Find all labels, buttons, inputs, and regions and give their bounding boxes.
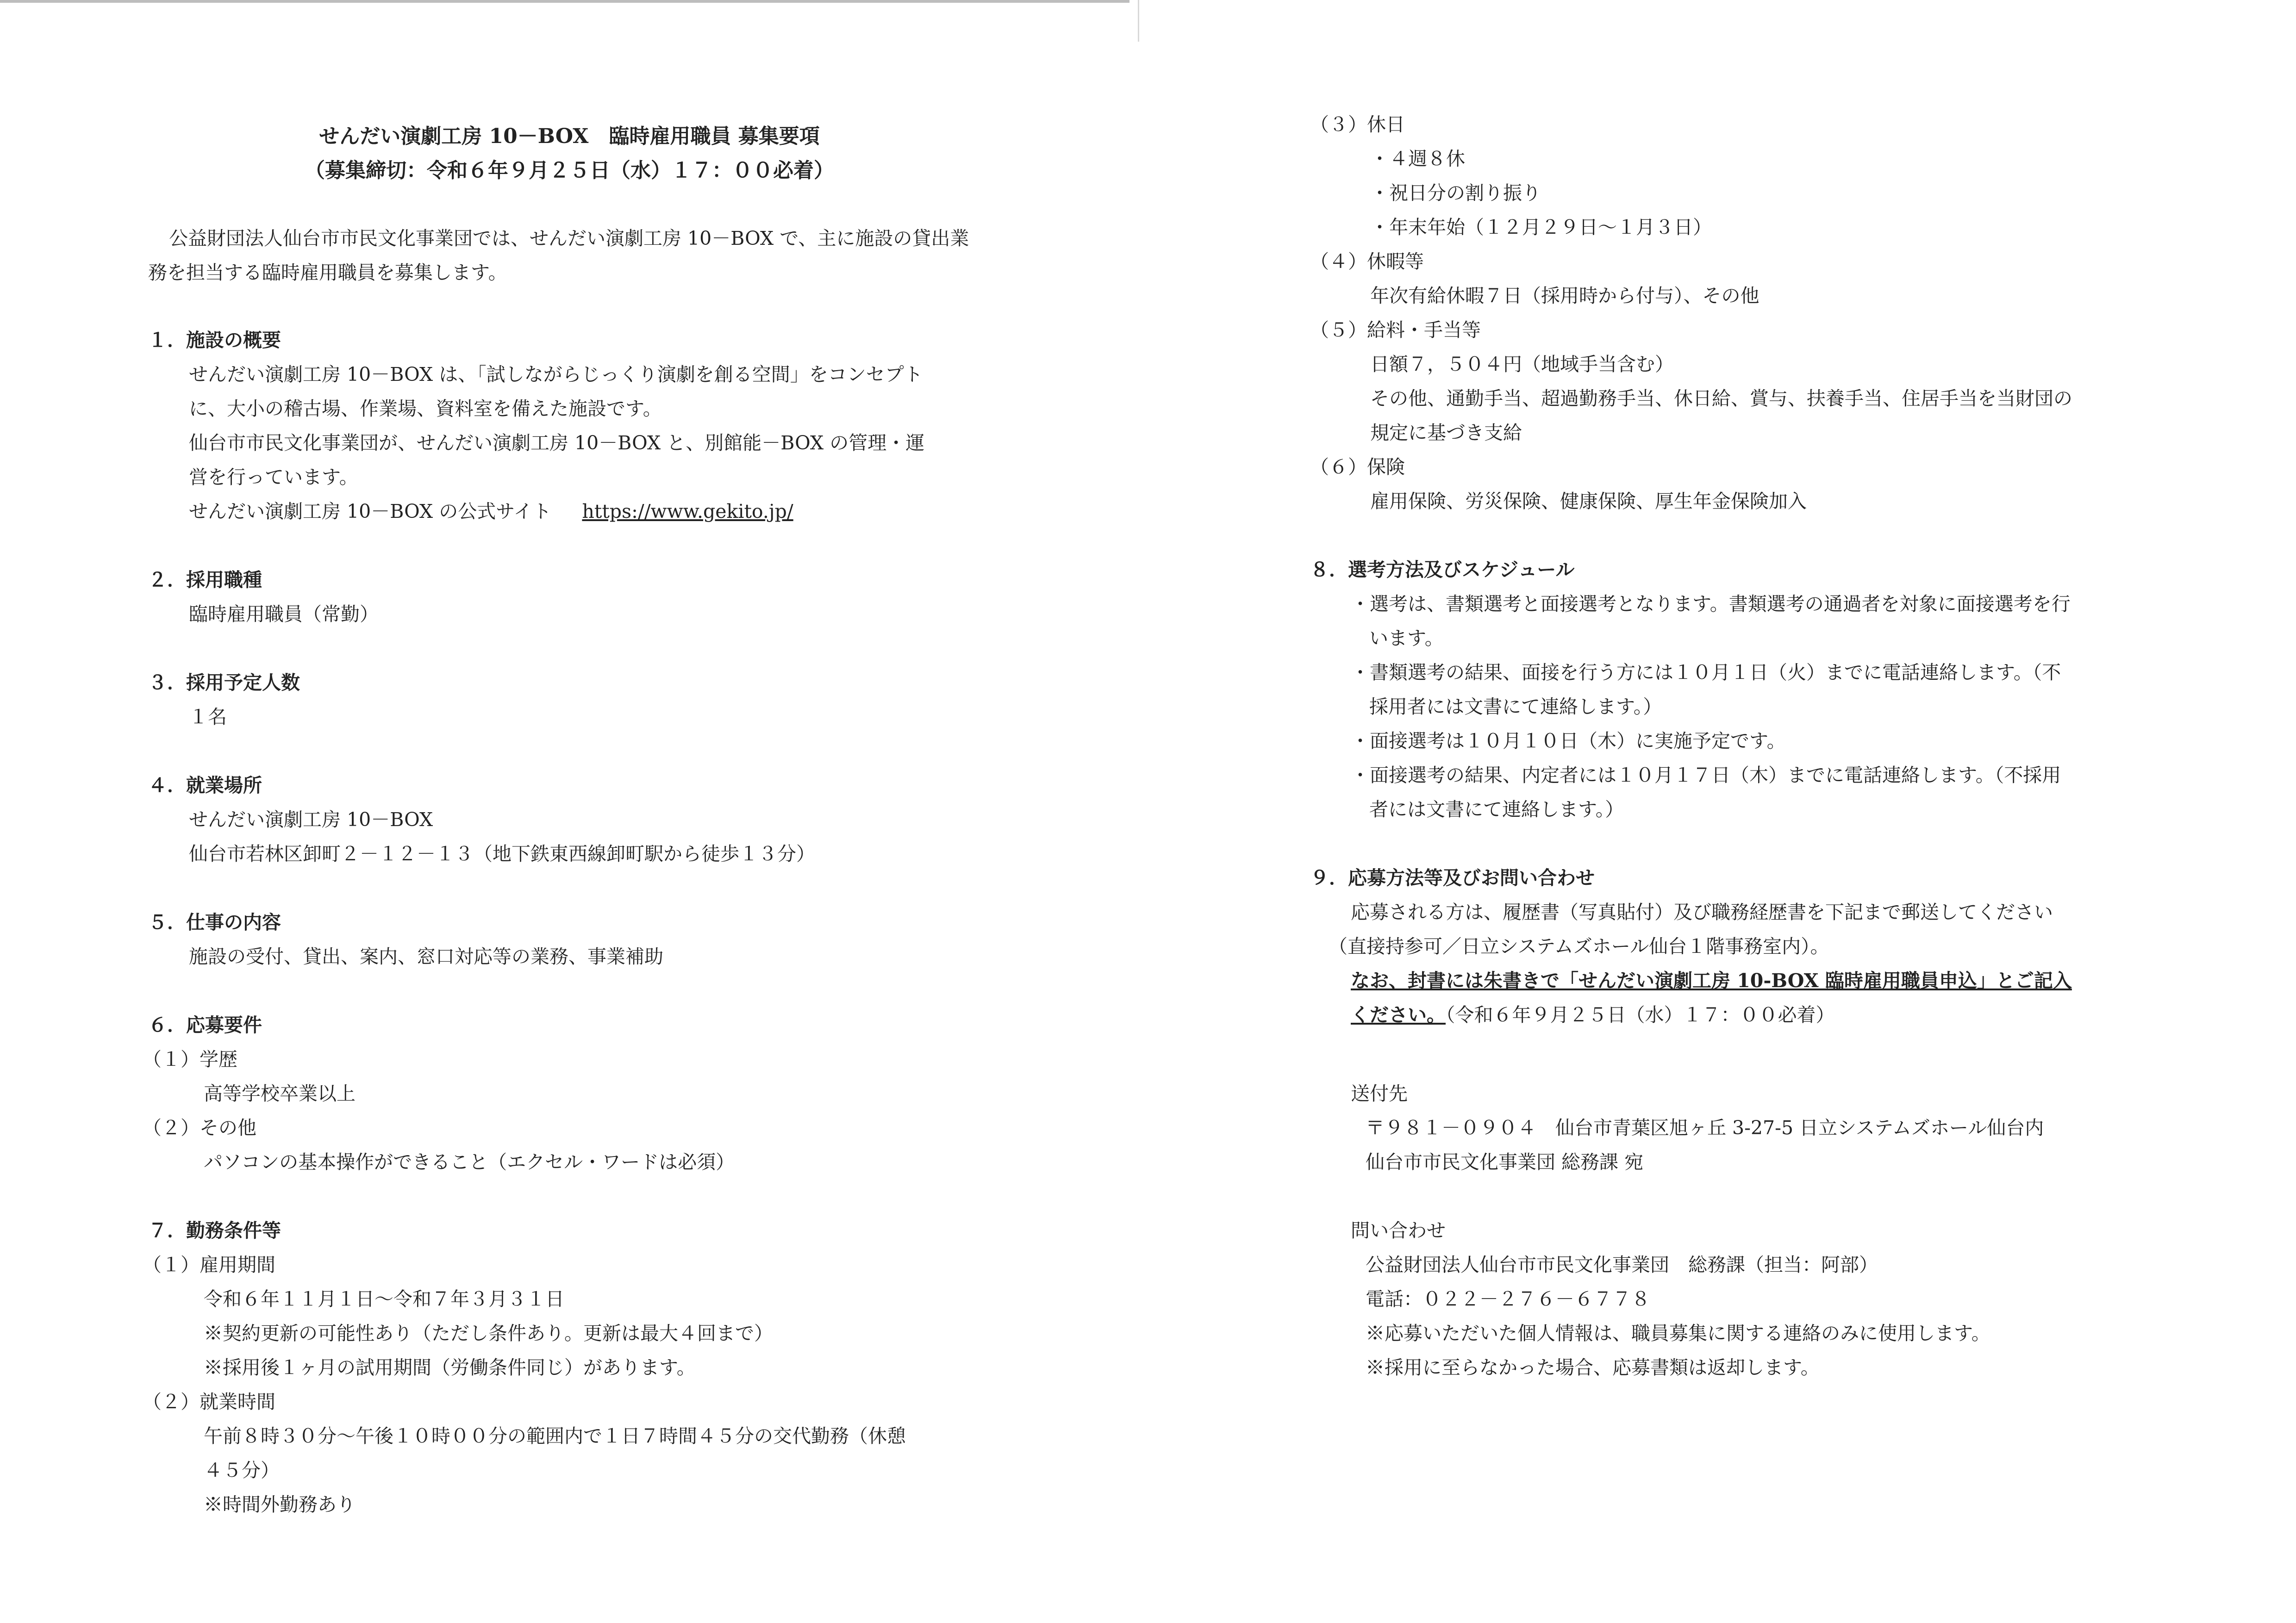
envelope-note-end [1351,998,1835,1032]
intro-paragraph: 公益財団法人仙台市市民文化事業団では、せんだい演劇工房 10－BOX で、主に施設の貸出業務を担当する臨時雇用職員を募集します。 [148,227,969,284]
holidays-line: ・４週８休 [1370,148,1465,170]
workplace-address: 仙台市若林区卸町２－１２－１３（地下鉄東西線卸町駅から徒歩１３分） [189,843,815,865]
employment-period-line: 令和６年１１月１日～令和７年３月３１日 [204,1288,564,1310]
send-to-address: 〒９８１－０９０４ 仙台市青葉区旭ヶ丘 3-27-5 日立システムズホール仙台内 [1366,1117,2044,1139]
job-description: 施設の受付、貸出、案内、窓口対応等の業務、事業補助 [189,945,663,968]
selection-line: 者には文書にて連絡します。） [1369,798,1624,821]
section-1-heading: １．施設の概要 [148,329,281,351]
requirement-other: パソコンの基本操作ができること（エクセル・ワードは必須） [204,1151,735,1173]
return-note: ※採用に至らなかった場合、応募書類は返却します。 [1366,1356,1820,1379]
working-hours-line: ※時間外勤務あり [204,1493,356,1516]
employment-period-label: （１）雇用期間 [143,1254,275,1276]
official-site-link[interactable]: https://www.gekito.jp/ [582,500,793,522]
application-method-line: （直接持参可／日立システムズホール仙台１階事務室内）。 [1329,935,1829,958]
leave-label: （４）休暇等 [1310,250,1424,273]
section-5-heading: ５．仕事の内容 [148,911,281,933]
selection-line: ・選考は、書類選考と面接選考となります。書類選考の通過者を対象に面接選考を行 [1351,593,2071,615]
requirement-education: 高等学校卒業以上 [204,1082,356,1105]
requirement-other-label: （２）その他 [143,1117,256,1139]
section-8-heading: ８．選考方法及びスケジュール [1310,559,1575,581]
section-3-heading: ３．採用予定人数 [148,672,300,694]
envelope-note: なお、封書には朱書きで「せんだい演劇工房 10-BOX 臨時雇用職員申込」とご記入 [1351,970,2072,992]
page-divider [1138,0,1139,42]
section-2-heading: ２．採用職種 [148,569,262,591]
facility-overview-line: せんだい演劇工房 10－BOX は、「試しながらじっくり演劇を創る空間」をコンセプト [189,363,923,386]
working-hours-label: （２）就業時間 [143,1391,275,1413]
hiring-count: １名 [189,706,227,728]
page-edge [0,0,1129,3]
requirement-education-label: （１）学歴 [143,1048,237,1070]
contact-organization: 公益財団法人仙台市市民文化事業団 総務課（担当：阿部） [1366,1254,1878,1276]
facility-overview-line: に、大小の稽古場、作業場、資料室を備えた施設です。 [189,398,662,420]
selection-line: ・書類選考の結果、面接を行う方には１０月１日（火）までに電話連絡します。（不 [1351,661,2061,684]
facility-overview-line: 営を行っています。 [189,466,358,488]
working-hours-line: 午前８時３０分～午後１０時００分の範囲内で１日７時間４５分の交代勤務（休憩 [204,1425,906,1447]
document-title: せんだい演劇工房 10－BOX 臨時雇用職員 募集要項 [319,124,820,148]
workplace-name: せんだい演劇工房 10－BOX [189,808,433,831]
selection-line: 採用者には文書にて連絡します。） [1369,696,1662,718]
holidays-label: （３）休日 [1310,113,1405,136]
send-to-label: 送付先 [1351,1082,1408,1105]
privacy-note: ※応募いただいた個人情報は、職員募集に関する連絡のみに使用します。 [1366,1322,1990,1344]
application-deadline: （募集締切：令和６年９月２５日（水）１７：００必着） [305,159,834,182]
envelope-note-tail: ください。 [1351,1004,1446,1026]
salary-line: 規定に基づき支給 [1370,422,1522,444]
employment-period-line: ※契約更新の可能性あり（ただし条件あり。更新は最大４回まで） [204,1322,773,1344]
insurance-text: 雇用保険、労災保険、健康保険、厚生年金保険加入 [1370,490,1807,512]
selection-line: ・面接選考は１０月１０日（木）に実施予定です。 [1351,730,1786,752]
contact-label: 問い合わせ [1351,1219,1446,1242]
salary-label: （５）給料・手当等 [1310,319,1481,341]
application-method-line: 応募される方は、履歴書（写真貼付）及び職務経歴書を下記まで郵送してください [1351,901,2053,923]
section-7-heading: ７．勤務条件等 [148,1219,281,1242]
employment-period-line: ※採用後１ヶ月の試用期間（労働条件同じ）があります。 [204,1356,696,1379]
facility-overview-line: 仙台市市民文化事業団が、せんだい演劇工房 10－BOX と、別館能－BOX の管理・運 [189,432,925,454]
leave-text: 年次有給休暇７日（採用時から付与）、その他 [1370,285,1759,307]
salary-line: その他、通勤手当、超過勤務手当、休日給、賞与、扶養手当、住居手当を当財団の [1370,387,2072,410]
holidays-line: ・年末年始（１２月２９日～１月３日） [1370,216,1712,238]
working-hours-line: ４５分） [204,1459,280,1481]
job-type: 臨時雇用職員（常勤） [189,603,379,625]
section-4-heading: ４．就業場所 [148,774,262,796]
send-to-recipient: 仙台市市民文化事業団 総務課 宛 [1366,1151,1644,1173]
salary-line: 日額７，５０４円（地域手当含む） [1370,353,1674,375]
selection-line: ・面接選考の結果、内定者には１０月１７日（木）までに電話連絡します。（不採用 [1351,764,2061,786]
contact-phone: 電話：０２２－２７６－６７７８ [1366,1288,1650,1310]
selection-line: います。 [1369,627,1444,649]
section-6-heading: ６．応募要件 [148,1014,262,1036]
official-site-line [189,494,793,529]
insurance-label: （６）保険 [1310,456,1405,478]
envelope-note-deadline: （令和６年９月２５日（水）１７：００必着） [1446,1004,1835,1026]
section-9-heading: ９．応募方法等及びお問い合わせ [1310,867,1595,889]
official-site-label: せんだい演劇工房 10－BOX の公式サイト [189,500,552,522]
holidays-line: ・祝日分の割り振り [1370,182,1541,204]
